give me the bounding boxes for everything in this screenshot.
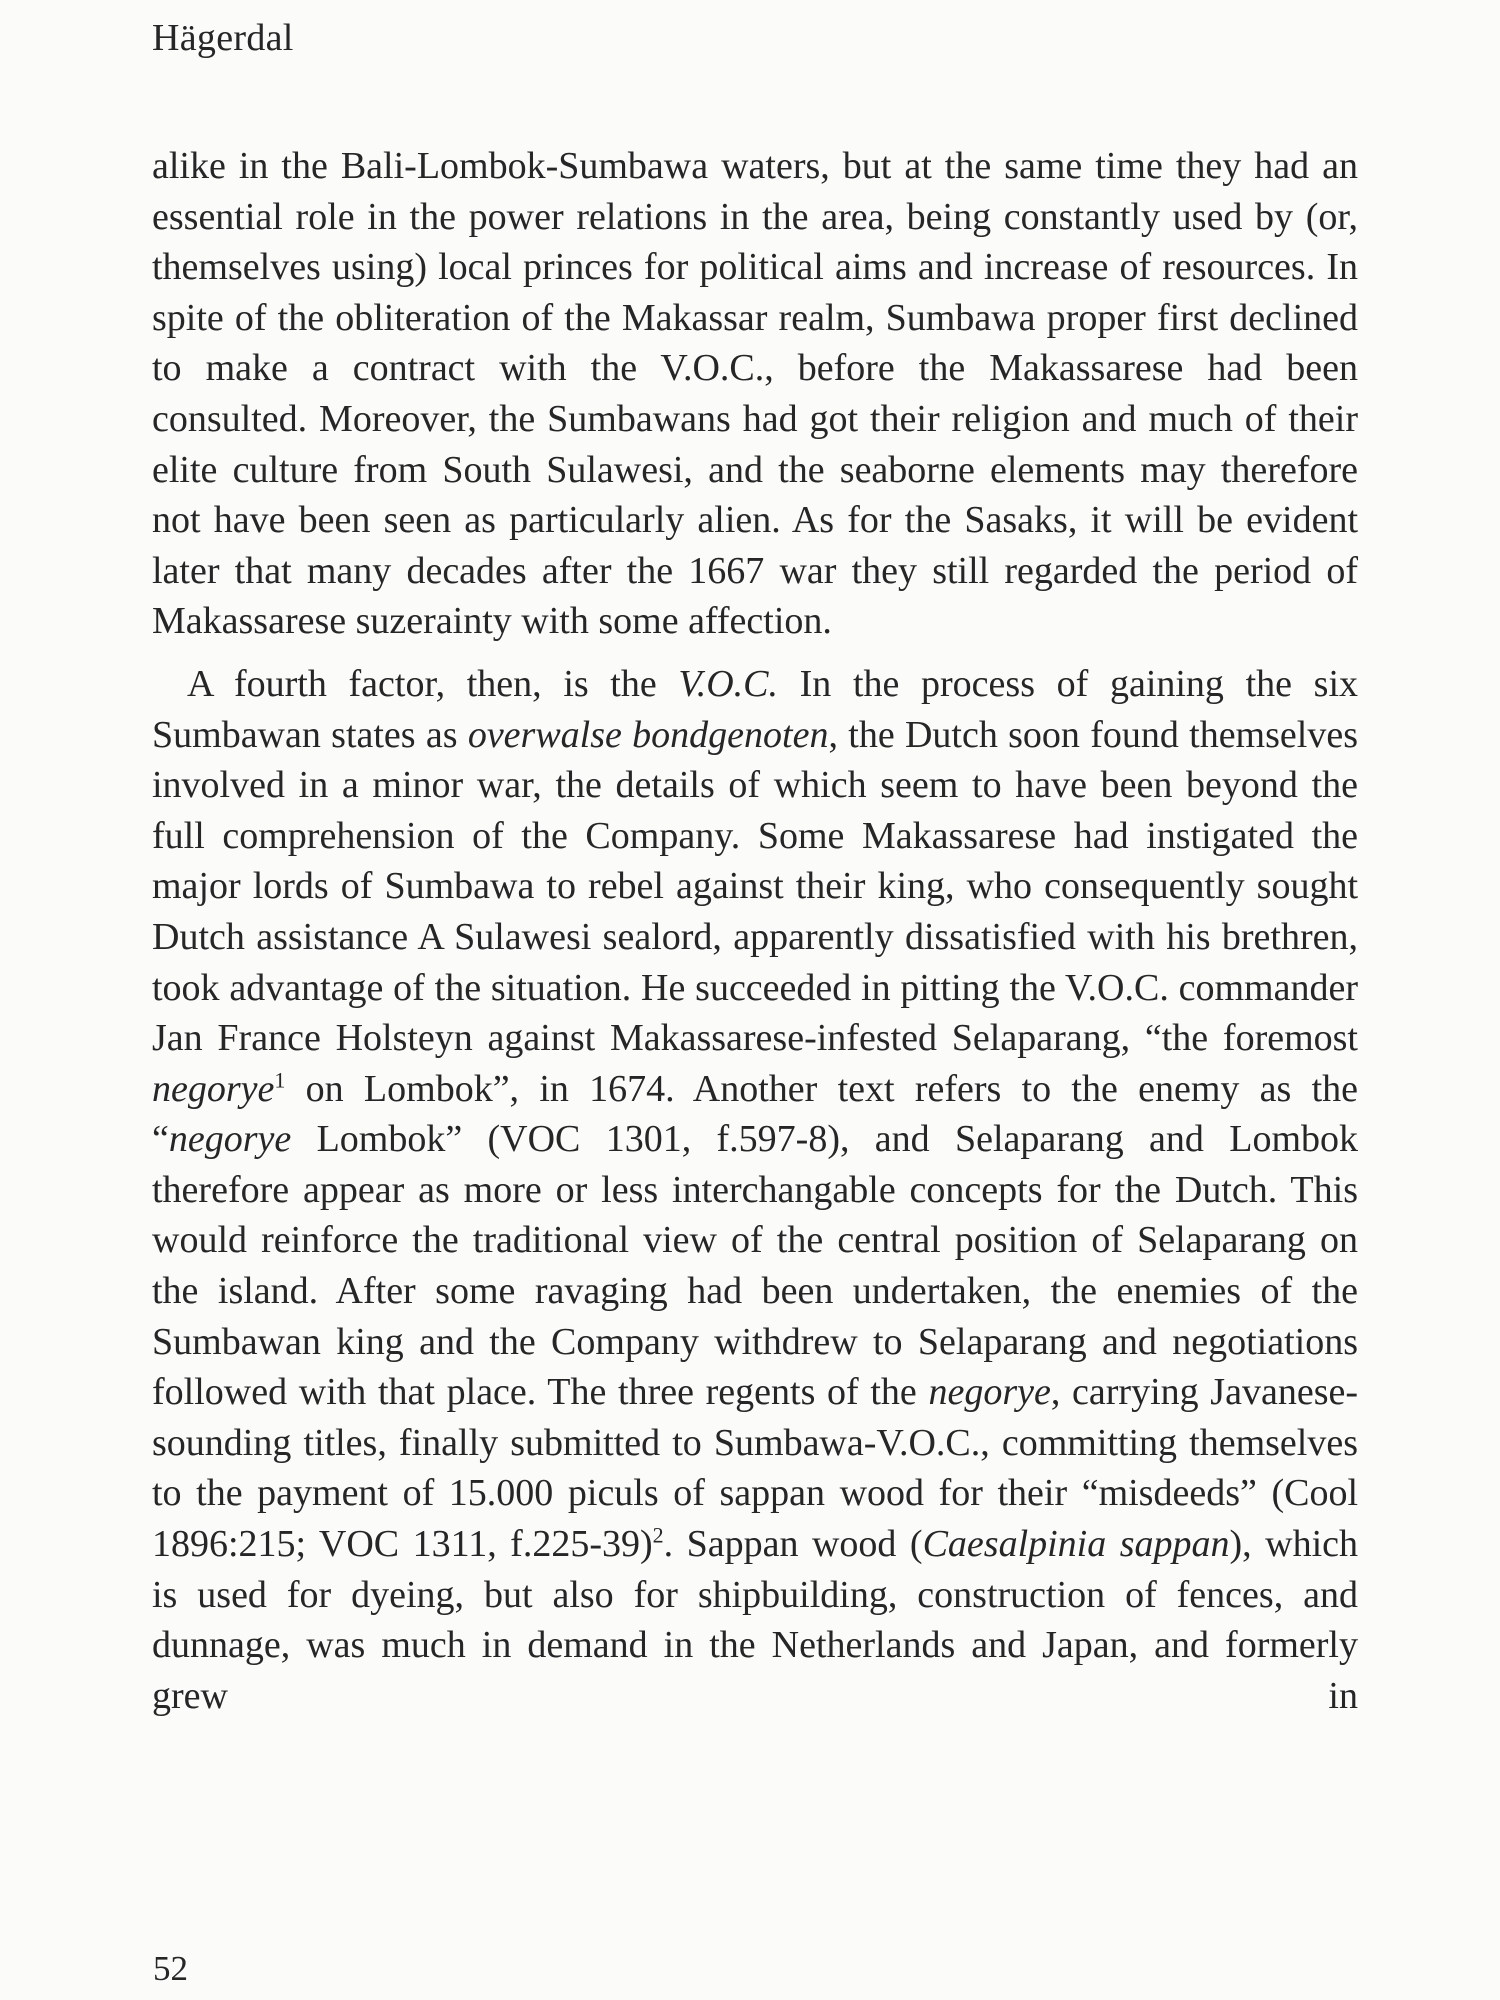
- term-negorye: negorye: [152, 1067, 275, 1110]
- paragraph-2-text-5: Lombok” (VOC 1301, f.597-8), and Selaparang and Lombok therefore appear as more or less interchangable concepts for the Dutch. This would reinforce the traditional view of the central position of Selaparang on the island. After some ravaging had been undertaken, the enemies of the Sumbawan king and the Company withdrew to Selaparang and negotiations followed with that place. The three regents of the: [152, 1118, 1358, 1414]
- footnote-ref-1: 1: [274, 1067, 286, 1093]
- paragraph-2-text-8: ), which is used for dyeing, but also for shipbuilding, construction of fences, and dunnage, was much in demand in the Netherlands and Japan, and formerly grew in: [152, 1523, 1358, 1717]
- running-head-author: Hägerdal: [152, 17, 294, 59]
- paragraph-2-text-4: on Lombok”, in 1674. Another text refers to the enemy as the “: [152, 1067, 1358, 1161]
- paragraph-2: [152, 659, 1358, 1721]
- footnote-ref-2: 2: [652, 1522, 664, 1548]
- term-negorye: negorye: [168, 1118, 292, 1161]
- term-negorye: negorye: [928, 1371, 1051, 1414]
- term-caesalpinia-sappan: Caesalpinia sappan: [922, 1523, 1230, 1566]
- paragraph-2-text-3: , the Dutch soon found themselves involved in a minor war, the details of which seem to have been beyond the full comprehension of the Company. Some Makassarese had instigated the major lords of Sumbawa to rebel against their king, who consequently sought Dutch assistance A Sulawesi sealord, apparently dissatisfied with his brethren, took advantage of the situation. He succeeded in pitting the V.O.C. commander Jan France Holsteyn against Makassarese-infested Selaparang, “the foremost: [152, 713, 1358, 1060]
- term-voc: V.O.C.: [678, 662, 778, 705]
- paragraph-2-text-1: A fourth factor, then, is the: [187, 662, 679, 705]
- paragraph-2-text-7: . Sappan wood (: [663, 1523, 923, 1566]
- page-number: 52: [153, 1949, 188, 1988]
- term-overwalse-bondgenoten: overwalse bondgenoten: [467, 713, 829, 756]
- paragraph-1: alike in the Bali-Lombok-Sumbawa waters, but at the same time they had an essential role in the power relations in the area, being constantly used by (or, themselves using) local princes for political aims and increase of resources. In spite of the obliteration of the Makassar realm, Sumbawa proper first declined to make a contract with the V.O.C., before the Makassarese had been consulted. Moreover, the Sumbawans had got their religion and much of their elite culture from South Sulawesi, and the seaborne elements may therefore not have been seen as particularly alien. As for the Sasaks, it will be evident later that many decades after the 1667 war they still regarded the period of Makassarese suzerainty with some affection.: [152, 145, 1358, 643]
- paragraph-2-text-2: In the process of gaining the six Sumbawan states as: [152, 662, 1358, 756]
- paragraph-2-text-6: , carrying Javanese-sounding titles, finally submitted to Sumbawa-V.O.C., committing themselves to the payment of 15.000 piculs of sappan wood for their “misdeeds” (Cool 1896:215; VOC 1311, f.225-39): [152, 1371, 1358, 1566]
- body-text: [152, 141, 1358, 1721]
